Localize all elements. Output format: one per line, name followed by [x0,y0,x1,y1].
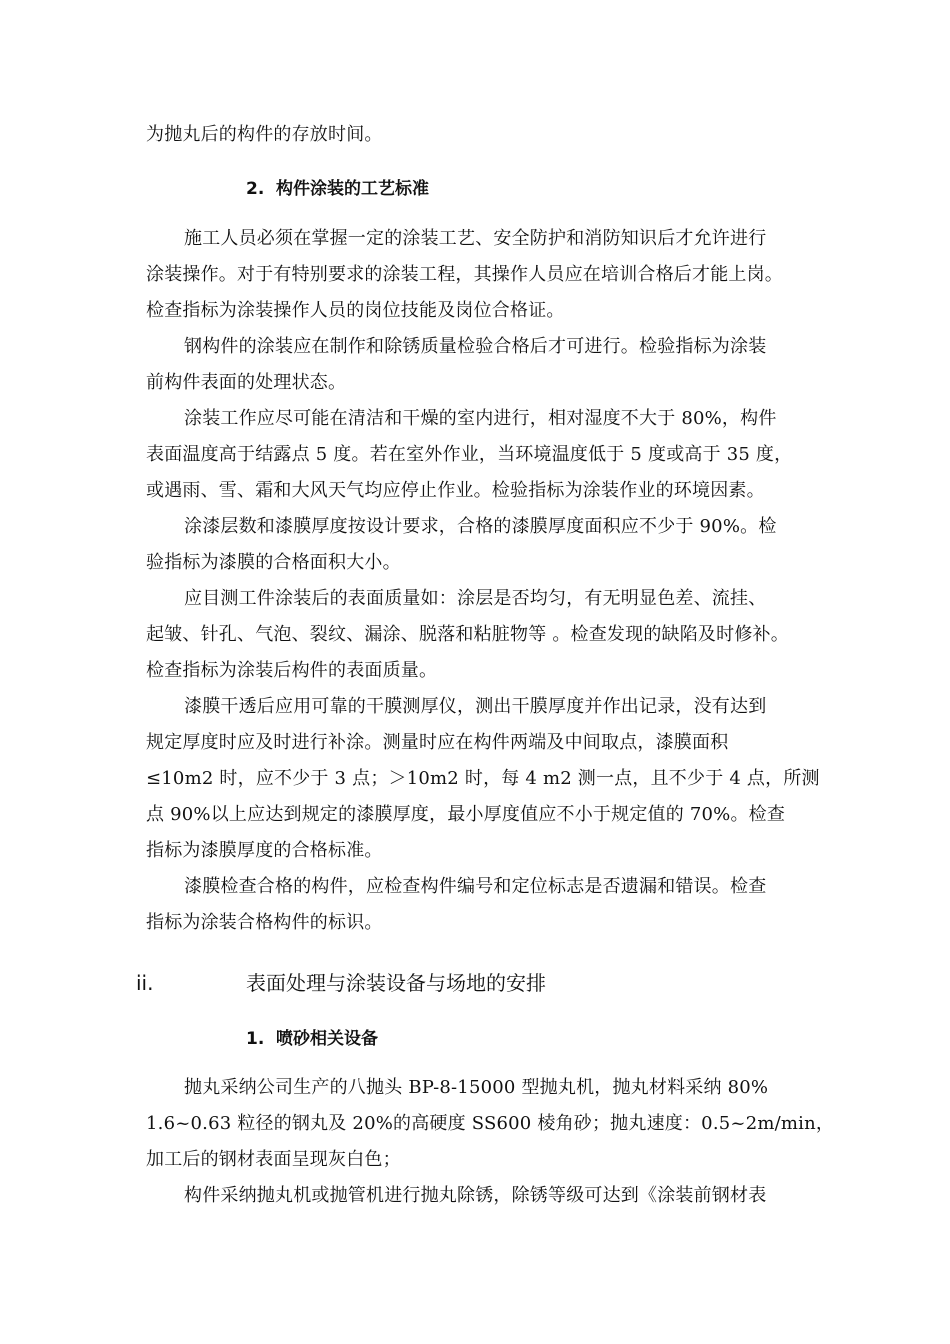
paragraph-line: 点 90%以上应达到规定的漆膜厚度，最小厚度值应不小于规定值的 70%。检查 [146,804,786,825]
paragraph-line: 起皱、针孔、气泡、裂纹、漏涂、脱落和粘脏物等 。检查发现的缺陷及时修补。 [146,624,789,645]
paragraph-line: 1.6~0.63 粒径的钢丸及 20%的高硬度 SS600 棱角砂；抛丸速度：0.5~2m/min， [146,1113,835,1134]
paragraph-line: 漆膜检查合格的构件，应检查构件编号和定位标志是否遗漏和错误。检查 [184,876,767,897]
paragraph-line: 漆膜干透后应用可靠的干膜测厚仪，测出干膜厚度并作出记录，没有达到 [184,696,767,717]
paragraph-line: 抛丸采纳公司生产的八抛头 BP-8-15000 型抛丸机，抛丸材料采纳 80% [184,1077,769,1098]
subsection-heading: 喷砂相关设备 [276,1029,378,1049]
paragraph-line: 表面温度高于结露点 5 度。若在室外作业，当环境温度低于 5 度或高于 35 度， [146,444,793,465]
paragraph-line: 钢构件的涂装应在制作和除锈质量检验合格后才可进行。检验指标为涂装 [184,336,767,357]
paragraph-line: 或遇雨、雪、霜和大风天气均应停止作业。检验指标为涂装作业的环境因素。 [146,480,765,501]
paragraph-line: 涂装操作。对于有特别要求的涂装工程，其操作人员应在培训合格后才能上岗。 [146,264,783,285]
paragraph-line: 规定厚度时应及时进行补涂。测量时应在构件两端及中间取点，漆膜面积 [146,732,729,753]
paragraph-line: 前构件表面的处理状态。 [146,372,347,393]
section-title: 表面处理与涂装设备与场地的安排 [246,971,546,995]
section-heading: 构件涂装的工艺标准 [276,179,429,199]
paragraph-line: 涂装工作应尽可能在清洁和干燥的室内进行，相对湿度不大于 80%，构件 [184,408,777,429]
paragraph-line: 检查指标为涂装操作人员的岗位技能及岗位合格证。 [146,300,565,321]
paragraph-line: 验指标为漆膜的合格面积大小。 [146,552,401,573]
paragraph-line: 涂漆层数和漆膜厚度按设计要求，合格的漆膜厚度面积应不少于 90%。检 [184,516,777,537]
paragraph-line: ≤10m2 时，应不少于 3 点；＞10m2 时，每 4 m2 测一点，且不少于 4 点，所测 [146,768,820,789]
paragraph-line: 构件采纳抛丸机或抛管机进行抛丸除锈，除锈等级可达到《涂装前钢材表 [184,1185,767,1206]
paragraph-line: 为抛丸后的构件的存放时间。 [146,124,383,145]
paragraph-line: 指标为涂装合格构件的标识。 [146,912,383,933]
paragraph-line: 检查指标为涂装后构件的表面质量。 [146,660,438,681]
paragraph-line: 指标为漆膜厚度的合格标准。 [146,840,383,861]
section-number: ii. [136,971,154,995]
heading-number: 2. [246,179,265,199]
paragraph-line: 应目测工件涂装后的表面质量如：涂层是否均匀，有无明显色差、流挂、 [184,588,767,609]
heading-number: 1. [246,1029,265,1049]
paragraph-line: 施工人员必须在掌握一定的涂装工艺、安全防护和消防知识后才允许进行 [184,228,767,249]
paragraph-line: 加工后的钢材表面呈现灰白色； [146,1149,401,1170]
